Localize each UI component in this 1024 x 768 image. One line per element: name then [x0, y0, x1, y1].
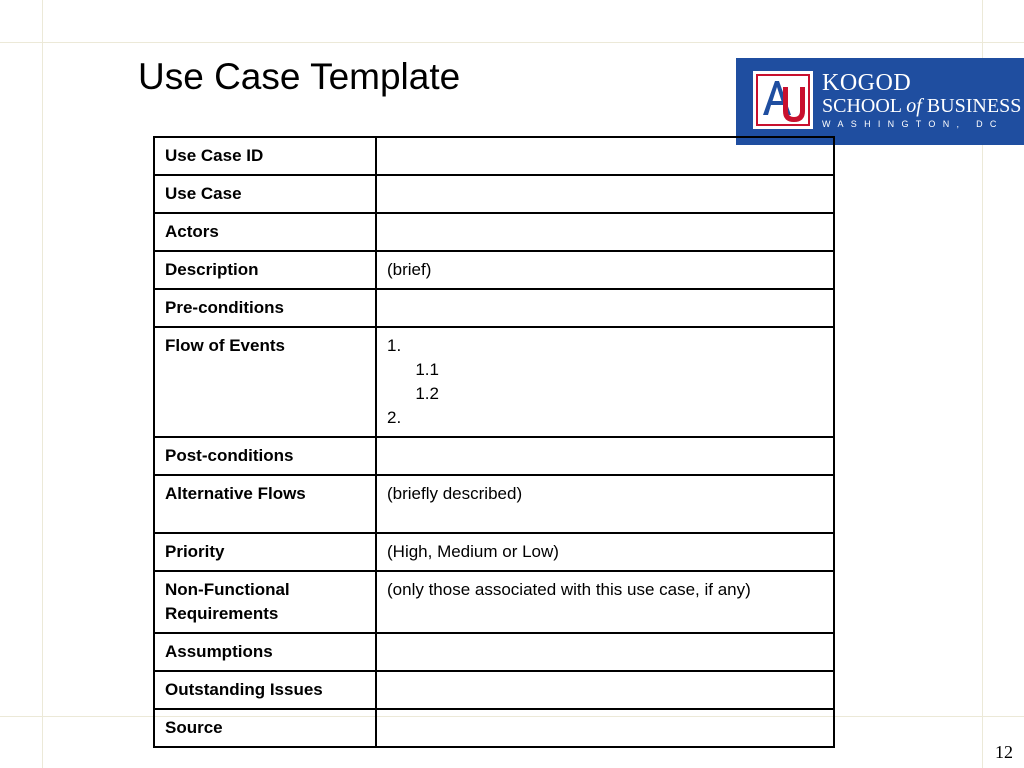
row-label: Actors	[154, 213, 376, 251]
table-row	[154, 671, 834, 709]
row-value	[376, 137, 834, 175]
row-value	[376, 175, 834, 213]
table-row	[154, 137, 834, 175]
logo-line-school	[822, 95, 1021, 117]
row-label: Priority	[154, 533, 376, 571]
row-value: (High, Medium or Low)	[376, 533, 834, 571]
logo-school-text: SCHOOL	[822, 95, 907, 117]
table-row	[154, 709, 834, 747]
row-value	[376, 709, 834, 747]
table-row	[154, 633, 834, 671]
row-value: (brief)	[376, 251, 834, 289]
table-row	[154, 437, 834, 475]
row-label: Pre-conditions	[154, 289, 376, 327]
row-value: (only those associated with this use case, if any)	[376, 571, 834, 633]
row-label: Use Case	[154, 175, 376, 213]
row-label: Post-conditions	[154, 437, 376, 475]
guide-line	[0, 42, 1024, 43]
logo-line-location: WASHINGTON, DC	[822, 119, 1004, 129]
row-label: Outstanding Issues	[154, 671, 376, 709]
logo-business-text: BUSINESS	[921, 95, 1022, 117]
table-row	[154, 475, 834, 533]
table-row	[154, 213, 834, 251]
row-label: Use Case ID	[154, 137, 376, 175]
row-value: 1. 1.1 1.2 2.	[376, 327, 834, 437]
page-number: 12	[995, 742, 1013, 762]
use-case-table	[153, 136, 835, 748]
row-label: Flow of Events	[154, 327, 376, 437]
table-row	[154, 327, 834, 437]
row-label: Source	[154, 709, 376, 747]
table-row	[154, 571, 834, 633]
row-value	[376, 213, 834, 251]
guide-line	[42, 0, 43, 768]
table-row	[154, 533, 834, 571]
au-logo-icon	[753, 71, 813, 129]
row-value: (briefly described)	[376, 475, 834, 533]
logo-line-kogod: KOGOD	[822, 70, 912, 96]
row-label: Alternative Flows	[154, 475, 376, 533]
slide-title: Use Case Template	[138, 56, 461, 97]
row-label: Assumptions	[154, 633, 376, 671]
row-label: Description	[154, 251, 376, 289]
table-row	[154, 175, 834, 213]
row-label: Non-Functional Requirements	[154, 571, 376, 633]
row-value	[376, 671, 834, 709]
row-value	[376, 633, 834, 671]
row-value	[376, 437, 834, 475]
kogod-logo	[736, 58, 1024, 145]
table-row	[154, 251, 834, 289]
table-row	[154, 289, 834, 327]
row-value	[376, 289, 834, 327]
logo-of-text: of	[906, 95, 922, 117]
logo-wordmark	[822, 71, 1021, 131]
